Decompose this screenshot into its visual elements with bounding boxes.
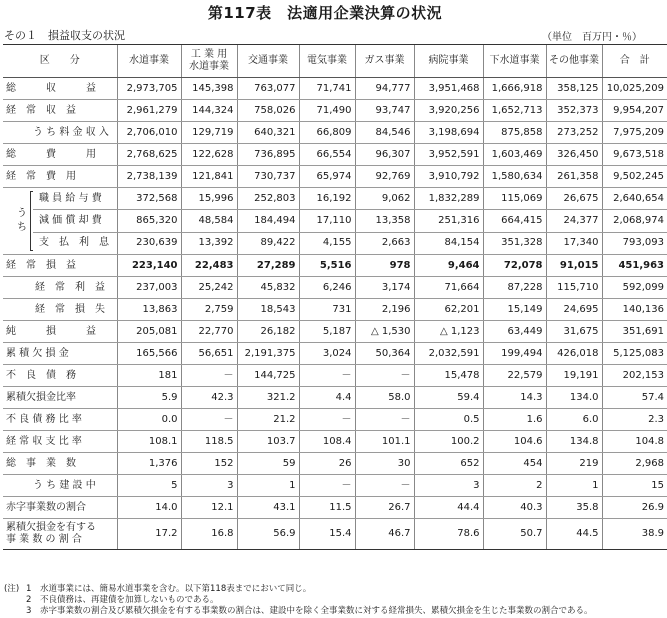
cell-value: 18,543 — [237, 299, 299, 321]
cell-value: 15.4 — [299, 519, 355, 550]
cell-value: 15,149 — [483, 299, 546, 321]
table-row — [3, 453, 667, 475]
row-label: 経 常 利 益 — [3, 277, 117, 299]
row-label: 不 良 債 務 比 率 — [3, 409, 117, 431]
row-label: 総 収 益 — [3, 78, 117, 100]
cell-value: 134.0 — [546, 387, 602, 409]
header-hospital: 病院事業 — [414, 45, 483, 78]
row-label: 経 常 収 支 比 率 — [3, 431, 117, 453]
footnote-prefix: (注) — [4, 584, 20, 594]
cell-value: 22,483 — [181, 255, 237, 277]
cell-value: 62,201 — [414, 299, 483, 321]
cell-value: 763,077 — [237, 78, 299, 100]
cell-value: 84,546 — [355, 122, 414, 144]
table-row — [3, 144, 667, 166]
table-row — [3, 166, 667, 188]
cell-value: 9,464 — [414, 255, 483, 277]
cell-value: 121,841 — [181, 166, 237, 188]
cell-value: 223,140 — [117, 255, 181, 277]
cell-value: 205,081 — [117, 321, 181, 343]
cell-value: 56.9 — [237, 519, 299, 550]
cell-value: 40.3 — [483, 497, 546, 519]
row-label: 経 常 費 用 — [3, 166, 117, 188]
row-label: 総 費 用 — [3, 144, 117, 166]
cell-value: 731 — [299, 299, 355, 321]
cell-value: △ 1,123 — [414, 321, 483, 343]
cell-value: 56,651 — [181, 343, 237, 365]
cell-value: 3,952,591 — [414, 144, 483, 166]
cell-value: 93,747 — [355, 100, 414, 122]
row-label: 総 事 業 数 — [3, 453, 117, 475]
header-transport: 交通事業 — [237, 45, 299, 78]
cell-value: 45,832 — [237, 277, 299, 299]
cell-value: 103.7 — [237, 431, 299, 453]
cell-value: 17.2 — [117, 519, 181, 550]
cell-value: 35.8 — [546, 497, 602, 519]
cell-value: 26.7 — [355, 497, 414, 519]
cell-value: 9,062 — [355, 188, 414, 210]
cell-value: 2,968 — [602, 453, 667, 475]
cell-value: 27,289 — [237, 255, 299, 277]
cell-value: 4,155 — [299, 232, 355, 254]
cell-value: 71,741 — [299, 78, 355, 100]
table-row — [3, 519, 667, 550]
header-category: 区 分 — [3, 45, 117, 78]
cell-value: 26.9 — [602, 497, 667, 519]
cell-value: 59.4 — [414, 387, 483, 409]
row-label: 赤字事業数の割合 — [3, 497, 117, 519]
unit-label: （単位 百万円・％） — [542, 32, 642, 43]
cell-value: 2,196 — [355, 299, 414, 321]
cell-value: 104.6 — [483, 431, 546, 453]
cell-value: 640,321 — [237, 122, 299, 144]
cell-value: 1,376 — [117, 453, 181, 475]
row-label: 支 払 利 息 — [33, 232, 117, 254]
cell-value: 252,803 — [237, 188, 299, 210]
cell-value: － — [181, 365, 237, 387]
table-row — [3, 299, 667, 321]
cell-value: 38.9 — [602, 519, 667, 550]
footnote-3: 3 赤字事業数の割合及び累積欠損金を有する事業数の割合は、建設中を除く全事業数に対する経常損失、累積欠損金を生じた事業数の割合である。 — [26, 606, 593, 616]
cell-value: 42.3 — [181, 387, 237, 409]
cell-value: 46.7 — [355, 519, 414, 550]
cell-value: 0.5 — [414, 409, 483, 431]
table-row — [3, 232, 667, 254]
cell-value: 100.2 — [414, 431, 483, 453]
cell-value: 101.1 — [355, 431, 414, 453]
cell-value: 592,099 — [602, 277, 667, 299]
cell-value: － — [299, 475, 355, 497]
cell-value: 184,494 — [237, 210, 299, 232]
header-row — [3, 45, 667, 78]
cell-value: 2,191,375 — [237, 343, 299, 365]
cell-value: 3,920,256 — [414, 100, 483, 122]
cell-value: 9,502,245 — [602, 166, 667, 188]
table-row — [3, 122, 667, 144]
row-label: 経 常 収 益 — [3, 100, 117, 122]
table-row — [3, 188, 667, 210]
cell-value: － — [299, 409, 355, 431]
cell-value: 122,628 — [181, 144, 237, 166]
cell-value: 237,003 — [117, 277, 181, 299]
cell-value: 2,068,974 — [602, 210, 667, 232]
cell-value: － — [181, 409, 237, 431]
cell-value: － — [355, 475, 414, 497]
cell-value: 71,490 — [299, 100, 355, 122]
cell-value: 426,018 — [546, 343, 602, 365]
cell-value: 9,954,207 — [602, 100, 667, 122]
cell-value: 2,973,705 — [117, 78, 181, 100]
cell-value: 16,192 — [299, 188, 355, 210]
cell-value: 21.2 — [237, 409, 299, 431]
cell-value: 14.0 — [117, 497, 181, 519]
cell-value: 2 — [483, 475, 546, 497]
cell-value: 48,584 — [181, 210, 237, 232]
table-row — [3, 210, 667, 232]
cell-value: 6,246 — [299, 277, 355, 299]
cell-value: 26,182 — [237, 321, 299, 343]
cell-value: 63,449 — [483, 321, 546, 343]
cell-value: 57.4 — [602, 387, 667, 409]
cell-value: 15 — [602, 475, 667, 497]
cell-value: 793,093 — [602, 232, 667, 254]
cell-value: 24,695 — [546, 299, 602, 321]
cell-value: 17,110 — [299, 210, 355, 232]
cell-value: 19,191 — [546, 365, 602, 387]
cell-value: 1 — [546, 475, 602, 497]
table-row — [3, 100, 667, 122]
table-row — [3, 431, 667, 453]
cell-value: 351,691 — [602, 321, 667, 343]
cell-value: 7,975,209 — [602, 122, 667, 144]
cell-value: 11.5 — [299, 497, 355, 519]
cell-value: 71,664 — [414, 277, 483, 299]
cell-value: 26 — [299, 453, 355, 475]
cell-value: 66,554 — [299, 144, 355, 166]
cell-value: 144,324 — [181, 100, 237, 122]
cell-value: 1 — [237, 475, 299, 497]
cell-value: 181 — [117, 365, 181, 387]
cell-value: 5,516 — [299, 255, 355, 277]
cell-value: 5.9 — [117, 387, 181, 409]
row-label: 不 良 債 務 — [3, 365, 117, 387]
table-row — [3, 255, 667, 277]
row-label: 職 員 給 与 費 — [33, 188, 117, 210]
cell-value: 321.2 — [237, 387, 299, 409]
cell-value: 14.3 — [483, 387, 546, 409]
row-label: う ち 建 設 中 — [3, 475, 117, 497]
footnote-2: 2 不良債務は、再建債を加算しないものである。 — [26, 595, 219, 605]
cell-value: 96,307 — [355, 144, 414, 166]
cell-value: 13,863 — [117, 299, 181, 321]
table-row — [3, 277, 667, 299]
footnote-1: (注) 1 水道事業には、簡易水道事業を含む。以下第118表までにおいて同じ。 — [4, 584, 312, 594]
cell-value: 140,136 — [602, 299, 667, 321]
cell-value: － — [355, 365, 414, 387]
cell-value: 664,415 — [483, 210, 546, 232]
cell-value: 865,320 — [117, 210, 181, 232]
cell-value: 199,494 — [483, 343, 546, 365]
cell-value: 13,358 — [355, 210, 414, 232]
cell-value: 2,759 — [181, 299, 237, 321]
cell-value: 2,768,625 — [117, 144, 181, 166]
cell-value: 372,568 — [117, 188, 181, 210]
cell-value: 2,663 — [355, 232, 414, 254]
cell-value: 118.5 — [181, 431, 237, 453]
cell-value: 134.8 — [546, 431, 602, 453]
cell-value: 22,770 — [181, 321, 237, 343]
cell-value: 730,737 — [237, 166, 299, 188]
cell-value: 1,603,469 — [483, 144, 546, 166]
cell-value: 165,566 — [117, 343, 181, 365]
cell-value: 129,719 — [181, 122, 237, 144]
cell-value: 115,069 — [483, 188, 546, 210]
cell-value: 10,025,209 — [602, 78, 667, 100]
cell-value: 2,706,010 — [117, 122, 181, 144]
cell-value: 78.6 — [414, 519, 483, 550]
cell-value: 5,187 — [299, 321, 355, 343]
table-row — [3, 497, 667, 519]
table-row — [3, 343, 667, 365]
cell-value: 978 — [355, 255, 414, 277]
row-label: 経 常 損 失 — [3, 299, 117, 321]
cell-value: 91,015 — [546, 255, 602, 277]
cell-value: 4.4 — [299, 387, 355, 409]
row-label: う ち 料 金 収 入 — [3, 122, 117, 144]
cell-value: 3,024 — [299, 343, 355, 365]
uchi-group-label — [3, 188, 33, 255]
cell-value: 1,832,289 — [414, 188, 483, 210]
cell-value: 30 — [355, 453, 414, 475]
row-label: 経 常 損 益 — [3, 255, 117, 277]
cell-value: 26,675 — [546, 188, 602, 210]
cell-value: 2,032,591 — [414, 343, 483, 365]
table-row — [3, 387, 667, 409]
cell-value: 87,228 — [483, 277, 546, 299]
table-row — [3, 365, 667, 387]
cell-value: 352,373 — [546, 100, 602, 122]
cell-value: 5 — [117, 475, 181, 497]
cell-value: 652 — [414, 453, 483, 475]
table-row — [3, 409, 667, 431]
cell-value: 15,996 — [181, 188, 237, 210]
header-total: 合 計 — [602, 45, 667, 78]
row-label: 純 損 益 — [3, 321, 117, 343]
cell-value: 351,328 — [483, 232, 546, 254]
row-label: 累 積 欠 損 金 — [3, 343, 117, 365]
cell-value: 89,422 — [237, 232, 299, 254]
cell-value: 59 — [237, 453, 299, 475]
cell-value: 1,580,634 — [483, 166, 546, 188]
uchi-text: う ち — [17, 208, 27, 233]
cell-value: 273,252 — [546, 122, 602, 144]
header-water: 水道事業 — [117, 45, 181, 78]
cell-value: 25,242 — [181, 277, 237, 299]
cell-value: 3,910,792 — [414, 166, 483, 188]
cell-value: 5,125,083 — [602, 343, 667, 365]
cell-value: 144,725 — [237, 365, 299, 387]
cell-value: 326,450 — [546, 144, 602, 166]
cell-value: 3 — [414, 475, 483, 497]
cell-value: 152 — [181, 453, 237, 475]
cell-value: △ 1,530 — [355, 321, 414, 343]
cell-value: 31,675 — [546, 321, 602, 343]
cell-value: 50,364 — [355, 343, 414, 365]
cell-value: 92,769 — [355, 166, 414, 188]
header-sewerage: 下水道事業 — [483, 45, 546, 78]
table-row — [3, 78, 667, 100]
cell-value: 251,316 — [414, 210, 483, 232]
cell-value: 66,809 — [299, 122, 355, 144]
cell-value: － — [299, 365, 355, 387]
cell-value: － — [355, 409, 414, 431]
row-label: 減 価 償 却 費 — [33, 210, 117, 232]
cell-value: 358,125 — [546, 78, 602, 100]
cell-value: 12.1 — [181, 497, 237, 519]
cell-value: 451,963 — [602, 255, 667, 277]
cell-value: 875,858 — [483, 122, 546, 144]
cell-value: 22,579 — [483, 365, 546, 387]
cell-value: 1.6 — [483, 409, 546, 431]
cell-value: 44.5 — [546, 519, 602, 550]
footnotes — [4, 584, 593, 617]
cell-value: 3,198,694 — [414, 122, 483, 144]
page-title: 第117表 法適用企業決算の状況 — [207, 4, 443, 22]
cell-value: 2,961,279 — [117, 100, 181, 122]
row-label: 累積欠損金を有する 事 業 数 の 割 合 — [3, 519, 117, 550]
cell-value: 3,174 — [355, 277, 414, 299]
cell-value: 104.8 — [602, 431, 667, 453]
table-row — [3, 321, 667, 343]
settlement-table — [3, 44, 667, 550]
cell-value: 13,392 — [181, 232, 237, 254]
cell-value: 2,738,139 — [117, 166, 181, 188]
header-industrial-water: 工 業 用 水道事業 — [181, 45, 237, 78]
cell-value: 219 — [546, 453, 602, 475]
table-subtitle: その１ 損益収支の状況 — [4, 29, 125, 42]
cell-value: 2,640,654 — [602, 188, 667, 210]
cell-value: 230,639 — [117, 232, 181, 254]
cell-value: 43.1 — [237, 497, 299, 519]
cell-value: 1,666,918 — [483, 78, 546, 100]
header-gas: ガス事業 — [355, 45, 414, 78]
cell-value: 115,710 — [546, 277, 602, 299]
table-row — [3, 475, 667, 497]
cell-value: 145,398 — [181, 78, 237, 100]
cell-value: 9,673,518 — [602, 144, 667, 166]
cell-value: 44.4 — [414, 497, 483, 519]
cell-value: 58.0 — [355, 387, 414, 409]
cell-value: 758,026 — [237, 100, 299, 122]
cell-value: 3 — [181, 475, 237, 497]
cell-value: 17,340 — [546, 232, 602, 254]
cell-value: 94,777 — [355, 78, 414, 100]
header-electric: 電気事業 — [299, 45, 355, 78]
cell-value: 1,652,713 — [483, 100, 546, 122]
cell-value: 15,478 — [414, 365, 483, 387]
cell-value: 202,153 — [602, 365, 667, 387]
cell-value: 50.7 — [483, 519, 546, 550]
header-other: その他事業 — [546, 45, 602, 78]
cell-value: 2.3 — [602, 409, 667, 431]
cell-value: 0.0 — [117, 409, 181, 431]
cell-value: 6.0 — [546, 409, 602, 431]
cell-value: 24,377 — [546, 210, 602, 232]
cell-value: 108.4 — [299, 431, 355, 453]
cell-value: 65,974 — [299, 166, 355, 188]
row-label: 累積欠損金比率 — [3, 387, 117, 409]
cell-value: 3,951,468 — [414, 78, 483, 100]
cell-value: 736,895 — [237, 144, 299, 166]
cell-value: 454 — [483, 453, 546, 475]
cell-value: 72,078 — [483, 255, 546, 277]
cell-value: 108.1 — [117, 431, 181, 453]
cell-value: 84,154 — [414, 232, 483, 254]
cell-value: 261,358 — [546, 166, 602, 188]
cell-value: 16.8 — [181, 519, 237, 550]
